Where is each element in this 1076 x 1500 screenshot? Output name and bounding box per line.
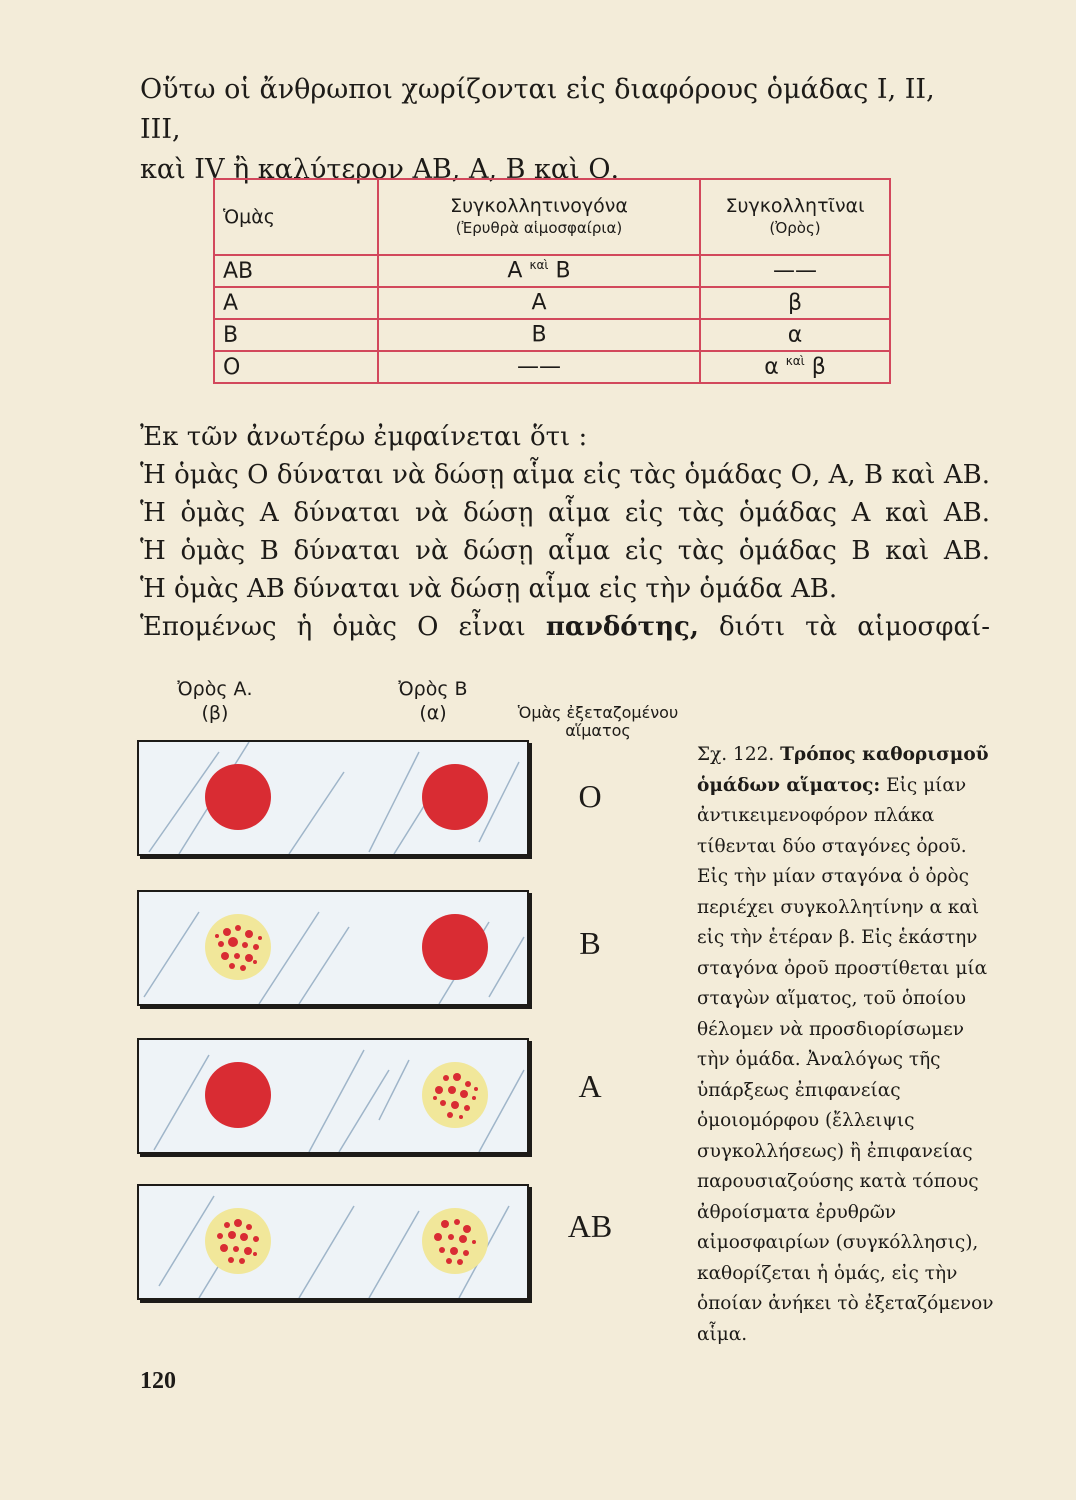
cell-group: Α (214, 287, 378, 319)
caption-title: Τρόπος καθορισμοῦ ὁμάδων αἵματος: (697, 744, 989, 796)
agglutination-clumps (422, 1208, 488, 1274)
header-agglutinin: Συγκολλητῖναι (Ὀρὸς) (700, 179, 890, 255)
slide-group-a (137, 1038, 529, 1154)
slide-group-b (137, 890, 529, 1006)
page-number: 120 (140, 1368, 176, 1394)
cell-agglutinin: —— (700, 255, 890, 287)
table-row (214, 287, 890, 319)
caption-number: Σχ. 122. (697, 744, 775, 765)
cell-agglutinogen: Α $^{\kappa\alpha ὶ}$ Β (378, 255, 700, 287)
agglutinated-drop-serum-a (205, 914, 271, 980)
slide-group-o (137, 740, 529, 856)
group-label-o: Ο (578, 778, 602, 814)
caption-body (697, 740, 997, 1350)
table-header-row (214, 179, 890, 255)
blood-drop-serum-a (205, 1062, 271, 1128)
body-line: Ἡ ὁμὰς ΑΒ δύναται νὰ δώσῃ αἷμα εἰς τὴν ὁμάδα ΑΒ. (140, 574, 838, 604)
cell-agglutinin: α $^{\kappa\alpha ὶ}$ β (700, 351, 890, 383)
group-label-a: Α (578, 1068, 602, 1104)
body-line-last: Ἑπομένως ἡ ὁμὰς Ο εἶναι πανδότης, διότι τὰ αἱμοσφαί- (140, 612, 990, 642)
blood-drop-serum-b (422, 914, 488, 980)
cell-agglutinogen: Β (378, 319, 700, 351)
serum-b-label: Ὀρὸς Β (α) (398, 678, 468, 724)
cell-group: Ο (214, 351, 378, 383)
agglutinated-drop-serum-a (205, 1208, 271, 1274)
body-line: Ἡ ὁμὰς Β δύναται νὰ δώσῃ αἷμα εἰς τὰς ὁμάδας Β καὶ ΑΒ. (140, 536, 990, 566)
blood-drop-serum-a (205, 764, 271, 830)
intro-paragraph (140, 70, 970, 190)
agglutination-clumps (422, 1062, 488, 1128)
cell-group: ΑΒ (214, 255, 378, 287)
table-row (214, 255, 890, 287)
slide-group-ab (137, 1184, 529, 1300)
group-label-b: Β (579, 925, 601, 961)
main-paragraph (140, 418, 990, 646)
table-row (214, 319, 890, 351)
cell-agglutinin: α (700, 319, 890, 351)
blood-drop-serum-b (422, 764, 488, 830)
cell-agglutinogen: —— (378, 351, 700, 383)
cell-agglutinogen: Α (378, 287, 700, 319)
cell-group: Β (214, 319, 378, 351)
group-label-ab: ΑΒ (567, 1208, 613, 1244)
intro-line: καὶ IV ἢ καλύτερον ΑΒ, Α, Β καὶ Ο. (140, 154, 620, 185)
serum-a-label: Ὀρὸς Α. (β) (177, 678, 253, 724)
agglutinated-drop-serum-b (422, 1062, 488, 1128)
blood-group-table (213, 178, 891, 384)
header-group: Ὁμὰς (214, 179, 378, 255)
agglutinated-drop-serum-b (422, 1208, 488, 1274)
intro-line: Οὕτω οἱ ἄνθρωποι χωρίζονται εἰς διαφόρους ὁμάδας I, II, III, (140, 74, 935, 145)
caption-text: Εἰς μίαν ἀντικειμενοφόρον πλάκα τίθενται δύο σταγόνες ὀροῦ. Εἰς τὴν μίαν σταγόνα ὁ ὀρὸς περιέχει συγκολλητίνην α καὶ εἰς τὴν ἑτέραν β. Εἰς ἑκάστην σταγόνα ὀροῦ προστίθεται μία σταγὼν αἵματος, τοῦ ὁποίου θέλομεν νὰ προσδιορίσωμεν τὴν ὁμάδα. Ἀναλόγως τῆς ὑπάρξεως ἐπιφανείας ὁμοιομόρφου (ἔλλειψις συγκολλήσεως) ἢ ἐπιφανείας παρουσιαζούσης κατὰ τόπους ἀθροίσματα ἐρυθρῶν αἱμοσφαιρίων (συγκόλλησις), καθορίζεται ἡ ὁμάς, εἰς τὴν ὁποίαν ἀνήκει τὸ ἐξεταζόμενον αἷμα. (697, 774, 994, 1345)
body-line: Ἡ ὁμὰς Α δύναται νὰ δώσῃ αἷμα εἰς τὰς ὁμάδας Α καὶ ΑΒ. (140, 498, 990, 528)
figure-caption (697, 740, 997, 1350)
body-line: Ἡ ὁμὰς Ο δύναται νὰ δώσῃ αἷμα εἰς τὰς ὁμάδας Ο, Α, Β καὶ ΑΒ. (140, 460, 990, 490)
table-row (214, 351, 890, 383)
body-line: Ἐκ τῶν ἀνωτέρω ἐμφαίνεται ὅτι : (140, 422, 588, 452)
tested-group-label: Ὁμὰς ἐξεταζομένου αἵματος (517, 703, 679, 740)
header-agglutinogen: Συγκολλητινογόνα (Ἐρυθρὰ αἱμοσφαίρια) (378, 179, 700, 255)
agglutination-clumps (205, 1208, 271, 1274)
agglutination-clumps (205, 914, 271, 980)
cell-agglutinin: β (700, 287, 890, 319)
